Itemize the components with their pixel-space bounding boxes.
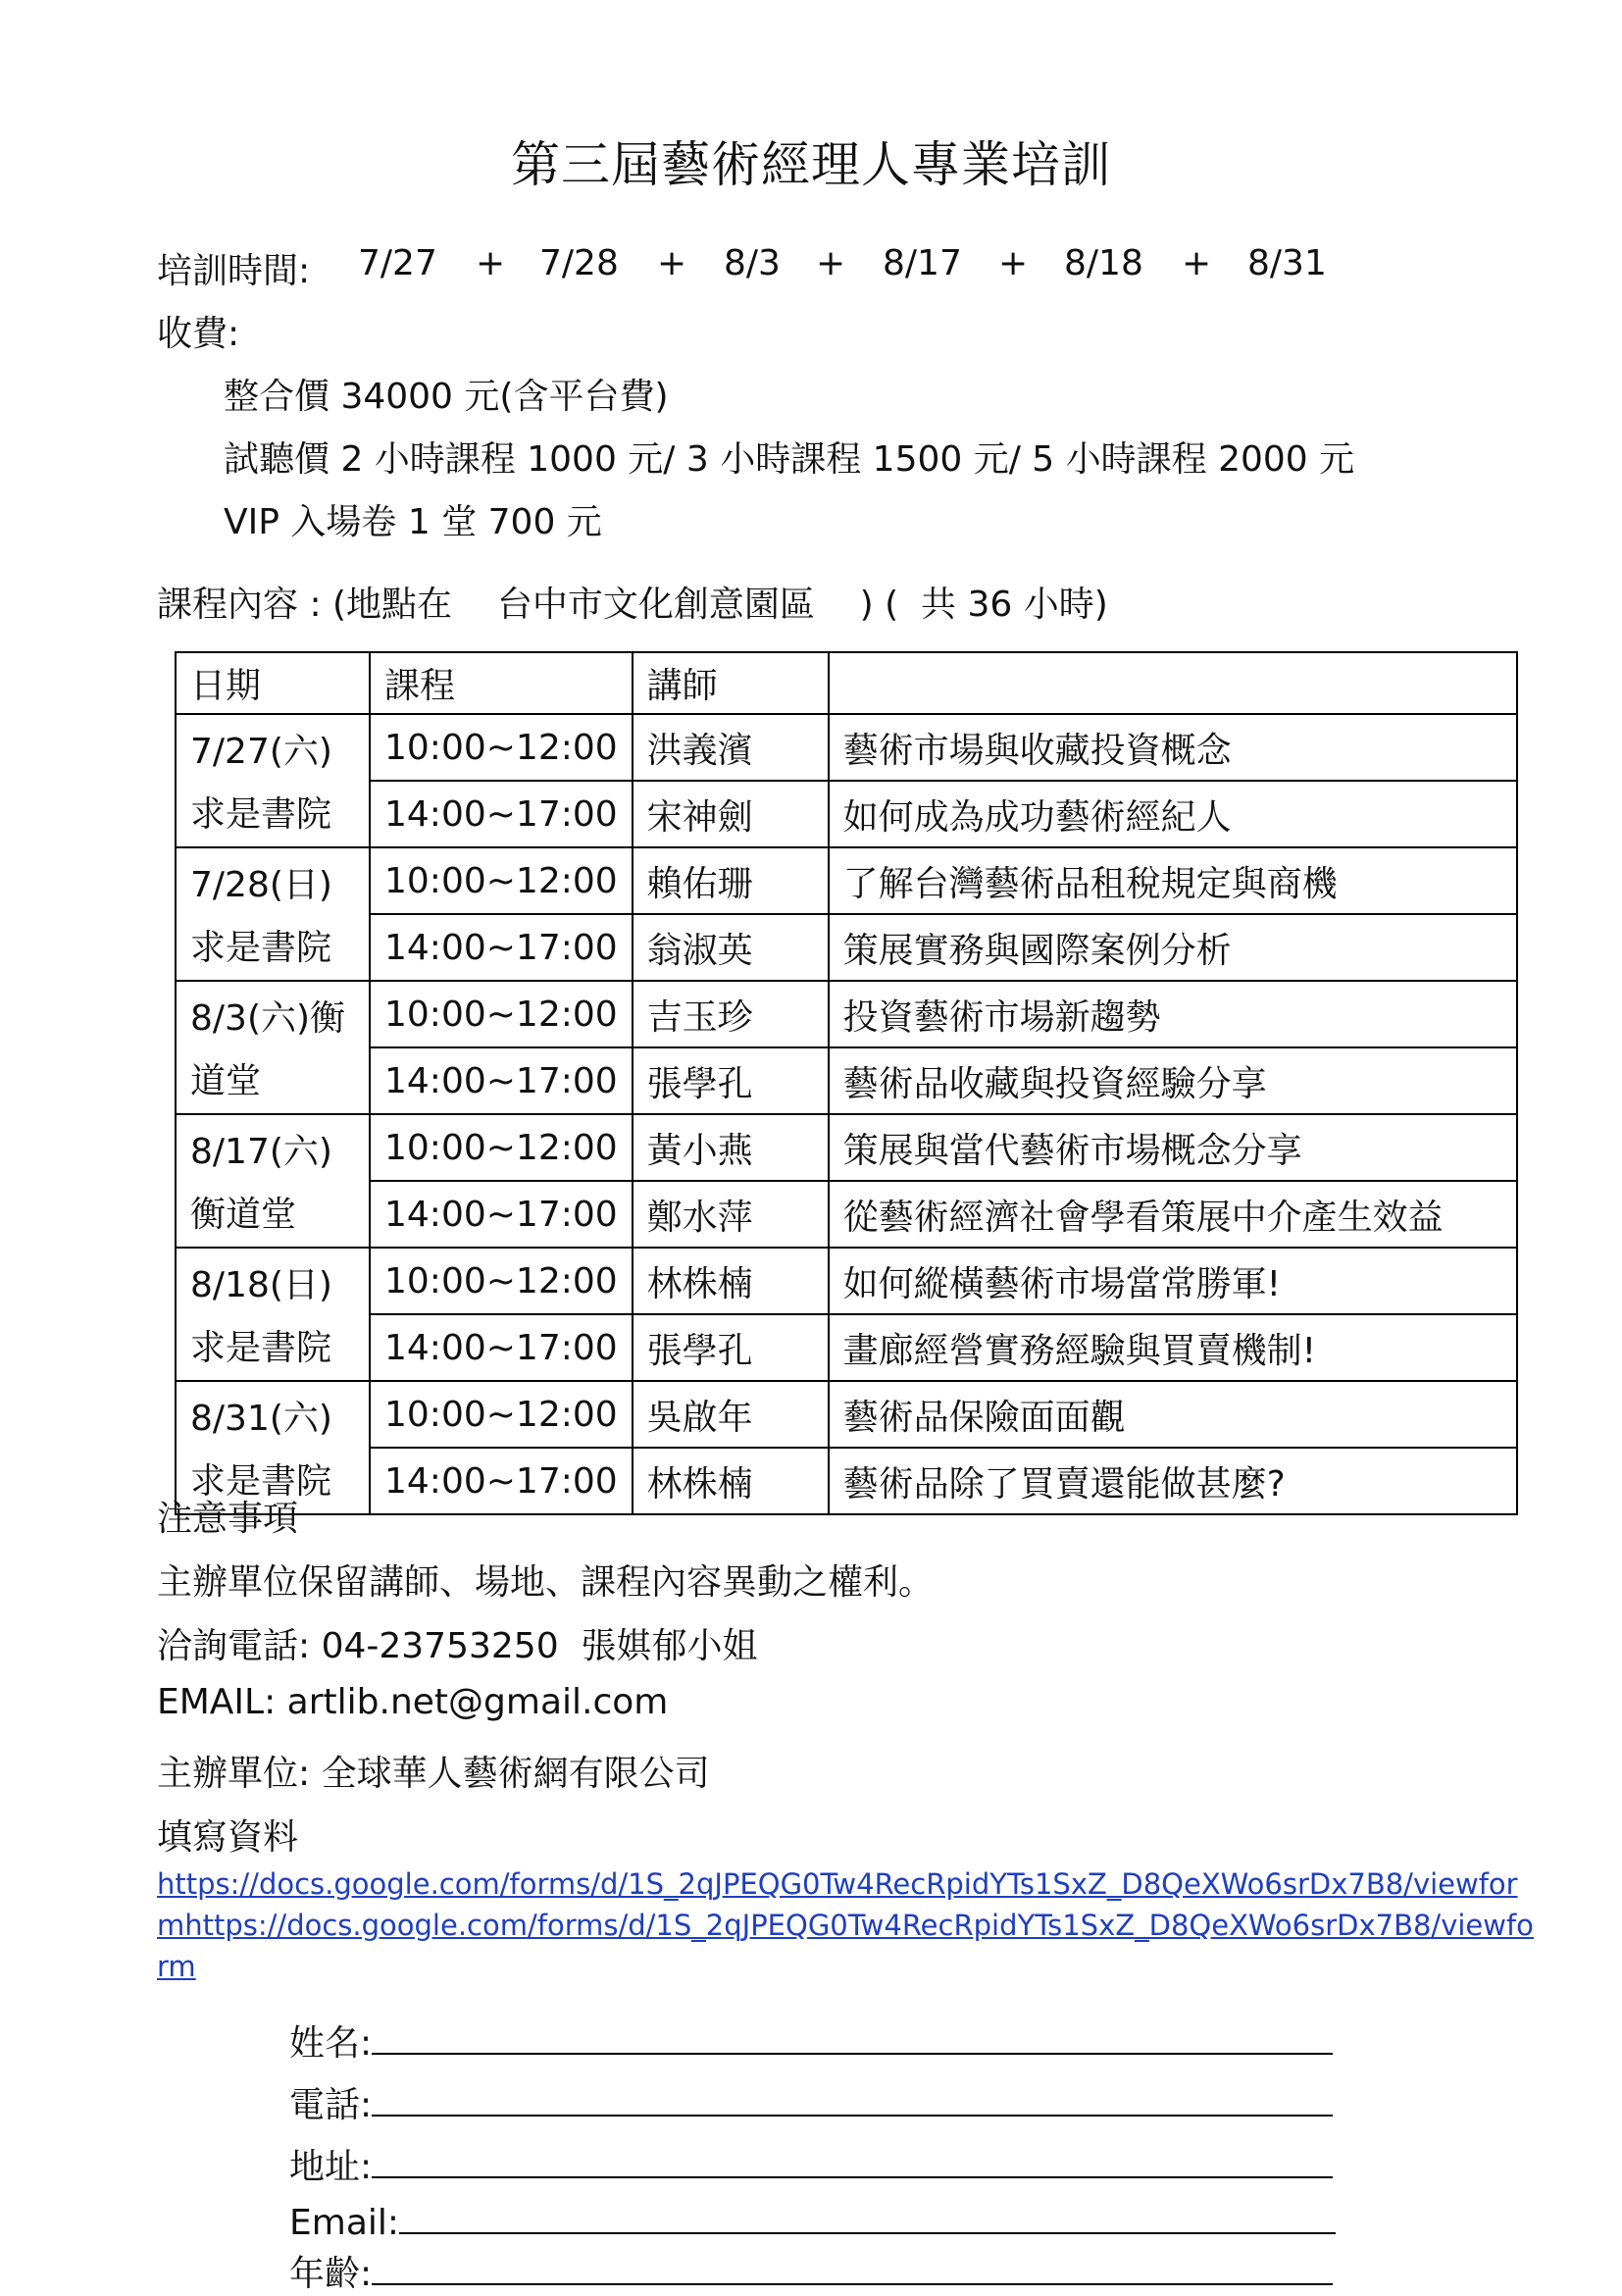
table-row <box>176 914 1517 981</box>
topic-cell: 藝術市場與收藏投資概念 <box>829 714 1517 781</box>
topic-cell: 策展實務與國際案例分析 <box>829 914 1517 981</box>
topic-cell: 如何成為成功藝術經紀人 <box>829 781 1517 847</box>
table-row <box>176 1181 1517 1248</box>
date-separator: + <box>816 243 846 283</box>
date-separator: + <box>998 243 1029 283</box>
notes-heading: 注意事項 <box>157 1499 299 1539</box>
date-cell: 8/17(六)衡道堂 <box>176 1114 370 1248</box>
table-row <box>176 1248 1517 1314</box>
fill-in-label: 填寫資料 <box>157 1817 299 1858</box>
table-row <box>176 847 1517 914</box>
form-label: 年齡: <box>289 2254 373 2294</box>
table-row <box>176 1314 1517 1381</box>
topic-cell: 投資藝術市場新趨勢 <box>829 981 1517 1047</box>
teacher-cell: 翁淑英 <box>633 914 829 981</box>
notes-rights: 主辦單位保留講師、場地、課程內容異動之權利。 <box>157 1562 935 1603</box>
form-field-email[interactable] <box>289 2201 1336 2243</box>
blank-line[interactable] <box>372 2145 1333 2178</box>
time-cell: 14:00~17:00 <box>370 1314 633 1381</box>
date-cell: 7/28(日)求是書院 <box>176 847 370 981</box>
fee-item: 試聽價 2 小時課程 1000 元/ 3 小時課程 1500 元/ 5 小時課程 2000 元 <box>224 439 1355 480</box>
table-header-row <box>176 652 1517 714</box>
training-date: 8/3 <box>724 243 781 283</box>
blank-line[interactable] <box>399 2201 1336 2234</box>
teacher-cell: 洪義濱 <box>633 714 829 781</box>
table-row <box>176 1381 1517 1448</box>
time-cell: 10:00~12:00 <box>370 981 633 1047</box>
training-date: 8/18 <box>1064 243 1143 283</box>
blank-line[interactable] <box>372 2083 1333 2117</box>
teacher-cell: 鄭水萍 <box>633 1181 829 1248</box>
blank-line[interactable] <box>372 2252 1333 2285</box>
teacher-cell: 張學孔 <box>633 1047 829 1114</box>
table-row <box>176 1448 1517 1514</box>
date-cell: 7/27(六)求是書院 <box>176 714 370 847</box>
date-separator: + <box>476 243 506 283</box>
time-cell: 10:00~12:00 <box>370 714 633 781</box>
organizer: 主辦單位: 全球華人藝術網有限公司 <box>157 1754 710 1794</box>
training-date: 8/31 <box>1247 243 1327 283</box>
teacher-cell: 張學孔 <box>633 1314 829 1381</box>
link-line[interactable]: https://docs.google.com/forms/d/1S_2qJPEQG0Tw4RecRpidYTs1SxZ_D8QeXWo6srDx7B8/viewfor <box>157 1867 1518 1901</box>
form-field-name[interactable] <box>289 2015 1333 2066</box>
fees-label: 收費: <box>157 314 240 354</box>
time-cell: 14:00~17:00 <box>370 914 633 981</box>
date-separator: + <box>657 243 687 283</box>
time-cell: 14:00~17:00 <box>370 1181 633 1248</box>
topic-cell: 畫廊經營實務經驗與買賣機制! <box>829 1314 1517 1381</box>
training-date: 8/17 <box>883 243 962 283</box>
table-row <box>176 781 1517 847</box>
topic-cell: 藝術品保險面面觀 <box>829 1381 1517 1448</box>
teacher-cell: 林株楠 <box>633 1248 829 1314</box>
date-separator: + <box>1182 243 1212 283</box>
training-date: 7/27 <box>358 243 437 283</box>
contact-phone: 洽詢電話: 04-23753250 張娸郁小姐 <box>157 1626 758 1666</box>
teacher-cell: 吳啟年 <box>633 1381 829 1448</box>
teacher-cell: 賴佑珊 <box>633 847 829 914</box>
table-row <box>176 981 1517 1047</box>
topic-cell: 策展與當代藝術市場概念分享 <box>829 1114 1517 1181</box>
fee-item: VIP 入場卷 1 堂 700 元 <box>224 502 602 542</box>
contact-email: EMAIL: artlib.net@gmail.com <box>157 1682 669 1722</box>
form-field-age[interactable] <box>289 2246 1333 2296</box>
header-course: 課程 <box>370 652 633 714</box>
header-date: 日期 <box>176 652 370 714</box>
teacher-cell: 吉玉珍 <box>633 981 829 1047</box>
training-date: 7/28 <box>539 243 619 283</box>
page-title: 第三屆藝術經理人專業培訓 <box>511 136 1111 193</box>
schedule-table <box>175 651 1518 1515</box>
topic-cell: 了解台灣藝術品租稅規定與商機 <box>829 847 1517 914</box>
fee-item: 整合價 34000 元(含平台費) <box>224 377 669 417</box>
course-intro: 課程內容 : (地點在 台中市文化創意園區 ) ( 共 36 小時) <box>157 585 1108 625</box>
link-line[interactable]: rm <box>157 1950 196 1983</box>
google-form-link[interactable] <box>157 1863 1534 1987</box>
time-cell: 10:00~12:00 <box>370 847 633 914</box>
table-row <box>176 1114 1517 1181</box>
table-row <box>176 714 1517 781</box>
topic-cell: 從藝術經濟社會學看策展中介產生效益 <box>829 1181 1517 1248</box>
time-cell: 14:00~17:00 <box>370 1047 633 1114</box>
time-cell: 10:00~12:00 <box>370 1381 633 1448</box>
teacher-cell: 黃小燕 <box>633 1114 829 1181</box>
time-cell: 10:00~12:00 <box>370 1114 633 1181</box>
form-label: 電話: <box>289 2085 373 2125</box>
header-teacher: 講師 <box>633 652 829 714</box>
topic-cell: 藝術品除了買賣還能做甚麼? <box>829 1448 1517 1514</box>
form-label: 地址: <box>289 2147 373 2187</box>
time-cell: 14:00~17:00 <box>370 1448 633 1514</box>
form-field-address[interactable] <box>289 2139 1333 2189</box>
blank-line[interactable] <box>372 2021 1333 2055</box>
teacher-cell: 宋神劍 <box>633 781 829 847</box>
topic-cell: 如何縱橫藝術市場當常勝軍! <box>829 1248 1517 1314</box>
header-topic <box>829 652 1517 714</box>
form-label: 姓名: <box>289 2023 373 2064</box>
link-line[interactable]: mhttps://docs.google.com/forms/d/1S_2qJPEQG0Tw4RecRpidYTs1SxZ_D8QeXWo6srDx7B8/viewfo <box>157 1909 1534 1942</box>
date-cell: 8/31(六)求是書院 <box>176 1381 370 1514</box>
topic-cell: 藝術品收藏與投資經驗分享 <box>829 1047 1517 1114</box>
date-cell: 8/18(日)求是書院 <box>176 1248 370 1381</box>
table-row <box>176 1047 1517 1114</box>
training-label: 培訓時間: <box>157 251 311 291</box>
time-cell: 10:00~12:00 <box>370 1248 633 1314</box>
time-cell: 14:00~17:00 <box>370 781 633 847</box>
teacher-cell: 林株楠 <box>633 1448 829 1514</box>
date-cell: 8/3(六)衡道堂 <box>176 981 370 1114</box>
form-field-phone[interactable] <box>289 2077 1333 2127</box>
form-label: Email: <box>289 2203 400 2243</box>
